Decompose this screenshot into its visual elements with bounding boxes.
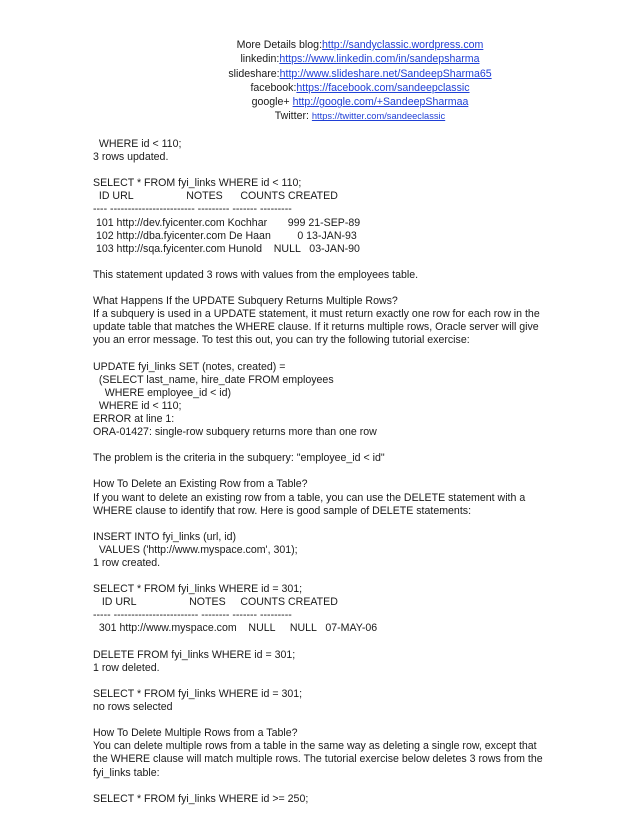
code-line: no rows selected: [93, 701, 173, 714]
paragraph-text: The problem is the criteria in the subquery: "employee_id < id": [93, 452, 385, 465]
select-ge-250-block: [93, 793, 553, 806]
blog-row: [200, 38, 520, 52]
section-delete-multiple-rows: [93, 727, 553, 779]
section-title: How To Delete an Existing Row from a Table?: [93, 478, 308, 491]
section-delete-existing-row: [93, 478, 553, 517]
delete-block: [93, 649, 553, 675]
update-result-block: [93, 138, 553, 164]
code-line: ID URL NOTES COUNTS CREATED: [93, 190, 338, 203]
code-line: UPDATE fyi_links SET (notes, created) =: [93, 360, 286, 373]
code-line: ID URL NOTES COUNTS CREATED: [93, 596, 338, 609]
code-line: 301 http://www.myspace.com NULL NULL 07-MAY-06: [93, 622, 378, 635]
paragraph: [93, 452, 553, 465]
code-line: SELECT * FROM fyi_links WHERE id < 110;: [93, 177, 302, 190]
code-line: ERROR at line 1:: [93, 412, 175, 425]
paragraph-text: This statement updated 3 rows with values from the employees table.: [93, 268, 419, 281]
paragraph-text: If a subquery is used in a UPDATE statement, it must return exactly one row for each row in the update table that matches the WHERE clause. If it returns multiple rows, Oracle server will give you an error message. To test this out, you can try the following tutorial exercise:: [93, 308, 540, 347]
paragraph: [93, 269, 553, 282]
slideshare-row: [200, 67, 520, 81]
select-result-block: [93, 177, 553, 256]
google-link[interactable]: http://google.com/+SandeepSharmaa: [292, 96, 469, 109]
code-line: ORA-01427: single-row subquery returns more than one row: [93, 426, 377, 439]
insert-block: [93, 531, 553, 570]
code-line: 1 row deleted.: [93, 661, 160, 674]
slideshare-label: slideshare:: [228, 67, 280, 80]
code-line: 101 http://dev.fyicenter.com Kochhar 999 21-SEP-89: [93, 216, 361, 229]
facebook-link[interactable]: https://facebook.com/sandeepclassic: [296, 81, 470, 94]
slideshare-link[interactable]: http://www.slideshare.net/SandeepSharma65: [279, 67, 492, 80]
code-line: 3 rows updated.: [93, 151, 169, 164]
google-label: google+: [251, 96, 293, 109]
code-line: 1 row created.: [93, 557, 161, 569]
twitter-link[interactable]: https://twitter.com/sandeeclassic: [311, 111, 446, 122]
code-line: (SELECT last_name, hire_date FROM employees: [93, 373, 334, 386]
contact-header: [200, 38, 520, 124]
code-line: 102 http://dba.fyicenter.com De Haan 0 13-JAN-93: [93, 229, 357, 242]
facebook-row: [200, 81, 520, 95]
code-line: DELETE FROM fyi_links WHERE id = 301;: [93, 648, 296, 661]
code-line: 103 http://sqa.fyicenter.com Hunold NULL 03-JAN-90: [93, 242, 360, 255]
document-body: [93, 138, 553, 819]
code-line: SELECT * FROM fyi_links WHERE id >= 250;: [93, 792, 309, 805]
select-empty-block: [93, 688, 553, 714]
code-line: SELECT * FROM fyi_links WHERE id = 301;: [93, 687, 303, 700]
section-multiple-rows-subquery: [93, 295, 553, 347]
linkedin-row: [200, 52, 520, 66]
code-line: WHERE employee_id < id): [93, 386, 232, 399]
google-row: [200, 95, 520, 109]
code-line: ---- ------------------------ --------- ------- ---------: [93, 203, 292, 216]
paragraph-text: You can delete multiple rows from a table in the same way as deleting a single row, except that the WHERE clause will match multiple rows. The tutorial exercise below deletes 3 rows from the fyi_links table:: [93, 740, 543, 779]
update-error-block: [93, 361, 553, 440]
code-line: SELECT * FROM fyi_links WHERE id = 301;: [93, 583, 303, 596]
select-301-block: [93, 583, 553, 635]
section-title: What Happens If the UPDATE Subquery Returns Multiple Rows?: [93, 295, 398, 308]
twitter-row: [200, 109, 520, 123]
code-line: VALUES ('http://www.myspace.com', 301);: [93, 543, 298, 556]
linkedin-label: linkedin:: [240, 53, 280, 66]
linkedin-link[interactable]: https://www.linkedin.com/in/sandepsharma: [279, 53, 480, 66]
blog-label: More Details blog:: [236, 39, 323, 51]
code-line: ----- ------------------------ -------- ------- ---------: [93, 609, 292, 622]
code-line: WHERE id < 110;: [93, 399, 182, 412]
code-line: WHERE id < 110;: [93, 138, 182, 150]
twitter-label: Twitter:: [274, 110, 312, 123]
facebook-label: facebook:: [250, 81, 297, 94]
paragraph-text: If you want to delete an existing row from a table, you can use the DELETE statement with a WHERE clause to identify that row. Here is good sample of DELETE statements:: [93, 491, 526, 517]
code-line: INSERT INTO fyi_links (url, id): [93, 530, 237, 543]
section-title: How To Delete Multiple Rows from a Table?: [93, 727, 298, 740]
blog-link[interactable]: http://sandyclassic.wordpress.com: [322, 39, 484, 51]
